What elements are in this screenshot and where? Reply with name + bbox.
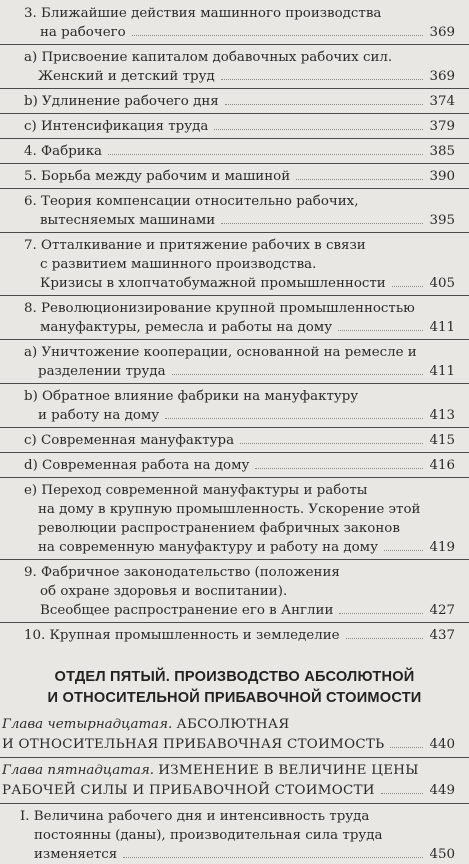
section-title xyxy=(0,667,469,709)
divider xyxy=(0,622,469,623)
entry-line: 10. Крупная промышленность и земледелие xyxy=(24,628,340,643)
chapter-prefix: Глава пятнадцатая. xyxy=(2,763,155,778)
entry-line: а) Присвоение капиталом добавочных рабочих сил. xyxy=(24,50,393,65)
divider xyxy=(0,427,469,428)
page-number: 374 xyxy=(429,94,455,109)
toc-entry xyxy=(0,431,469,450)
toc-entry xyxy=(0,299,469,337)
page-number: 415 xyxy=(429,433,455,448)
toc-entry xyxy=(0,626,469,645)
divider xyxy=(0,383,469,384)
entry-line: Кризисы в хлопчатобумажной промышленности xyxy=(40,276,386,291)
divider xyxy=(0,113,469,114)
page-number: 450 xyxy=(429,847,455,862)
entry-line: об охране здоровья и воспитании). xyxy=(40,584,288,599)
chapter-15 xyxy=(0,761,469,801)
chapter-title-line2: РАБОЧЕЙ СИЛЫ И ПРИБАВОЧНОЙ СТОИМОСТИ xyxy=(2,783,375,798)
divider xyxy=(0,138,469,139)
entry-line: 4. Фабрика xyxy=(24,144,103,159)
page-number: 369 xyxy=(429,69,455,84)
toc-entry xyxy=(0,236,469,293)
divider xyxy=(0,452,469,453)
entry-line: мануфактуры, ремесла и работы на дому xyxy=(40,320,333,335)
entry-line: d) Современная работа на дому xyxy=(24,458,250,473)
toc-entry xyxy=(0,343,469,381)
toc-entry xyxy=(0,456,469,475)
divider xyxy=(0,188,469,189)
toc-entry xyxy=(0,117,469,136)
toc-entry xyxy=(0,387,469,425)
divider xyxy=(0,757,469,758)
entry-line: разделении труда xyxy=(38,364,166,379)
entry-line: с развитием машинного производства. xyxy=(40,257,317,272)
entry-line: 7. Отталкивание и притяжение рабочих в связи xyxy=(24,238,366,253)
entry-line: вытесняемых машинами xyxy=(40,213,216,228)
entry-line: Женский и детский труд xyxy=(38,69,215,84)
toc-entry xyxy=(0,192,469,230)
page-number: 413 xyxy=(429,408,455,423)
toc-entry xyxy=(0,142,469,161)
page-number: 411 xyxy=(429,364,455,379)
toc-entry xyxy=(0,4,469,42)
entry-line: Всеобщее распространение его в Англии xyxy=(40,603,334,618)
chapter-14 xyxy=(0,715,469,755)
page-number: 449 xyxy=(429,783,455,798)
divider xyxy=(0,803,469,804)
toc-entry xyxy=(0,481,469,557)
divider xyxy=(0,477,469,478)
page-number: 395 xyxy=(429,213,455,228)
page-number: 437 xyxy=(429,628,455,643)
page-number: 390 xyxy=(429,169,455,184)
toc-entry xyxy=(0,563,469,620)
toc-entry xyxy=(0,48,469,86)
entry-line: b) Обратное влияние фабрики на мануфактуру xyxy=(24,389,359,404)
entry-line: c) Современная мануфактура xyxy=(24,433,235,448)
entry-line: на дому в крупную промышленность. Ускорение этой xyxy=(38,502,421,517)
chapter-title-line2: И ОТНОСИТЕЛЬНАЯ ПРИБАВОЧНАЯ СТОИМОСТЬ xyxy=(2,737,385,752)
page-number: 405 xyxy=(429,276,455,291)
toc-entry xyxy=(0,92,469,111)
entry-line: b) Удлинение рабочего дня xyxy=(24,94,219,109)
entry-line: изменяется xyxy=(34,847,118,862)
chapter-title-line1: АБСОЛЮТНАЯ xyxy=(176,717,290,732)
toc-list xyxy=(0,4,469,645)
page-number: 385 xyxy=(429,144,455,159)
section-title-line1: ОТДЕЛ ПЯТЫЙ. ПРОИЗВОДСТВО АБСОЛЮТНОЙ xyxy=(54,669,415,685)
entry-line: 8. Революционизирование крупной промышленностью xyxy=(24,301,415,316)
page-number: 369 xyxy=(429,25,455,40)
entry-line: е) Переход современной мануфактуры и работы xyxy=(24,483,368,498)
toc-entry xyxy=(0,167,469,186)
entry-line: 3. Ближайшие действия машинного производства xyxy=(24,6,382,21)
entry-line: революции распространением фабричных законов xyxy=(38,521,400,536)
chapter-title-line1: ИЗМЕНЕНИЕ В ВЕЛИЧИНЕ ЦЕНЫ xyxy=(158,763,419,778)
divider xyxy=(0,163,469,164)
entry-line: а) Уничтожение кооперации, основанной на ремесле и xyxy=(24,345,417,360)
entry-line: и работу на дому xyxy=(38,408,160,423)
page-number: 416 xyxy=(429,458,455,473)
divider xyxy=(0,295,469,296)
entry-line: 6. Теория компенсации относительно рабочих, xyxy=(24,194,359,209)
page-number: 411 xyxy=(429,320,455,335)
page-number: 440 xyxy=(429,737,455,752)
entry-line: 9. Фабричное законодательство (положения xyxy=(24,565,340,580)
entry-line: на рабочего xyxy=(40,25,126,40)
divider xyxy=(0,339,469,340)
divider xyxy=(0,88,469,89)
entry-line: на современную мануфактуру и работу на дому xyxy=(38,540,378,555)
toc-entry-last xyxy=(0,807,469,864)
divider xyxy=(0,559,469,560)
divider xyxy=(0,44,469,45)
entry-line: постоянны (даны), производительная сила труда xyxy=(34,828,383,843)
entry-line: c) Интенсификация труда xyxy=(24,119,209,134)
section-title-line2: И ОТНОСИТЕЛЬНОЙ ПРИБАВОЧНОЙ СТОИМОСТИ xyxy=(47,690,422,706)
entry-line: I. Величина рабочего дня и интенсивность труда xyxy=(20,809,370,824)
chapter-prefix: Глава четырнадцатая. xyxy=(2,717,173,732)
entry-line: 5. Борьба между рабочим и машиной xyxy=(24,169,291,184)
page-number: 379 xyxy=(429,119,455,134)
page-number: 427 xyxy=(429,603,455,618)
divider xyxy=(0,232,469,233)
page-number: 419 xyxy=(429,540,455,555)
